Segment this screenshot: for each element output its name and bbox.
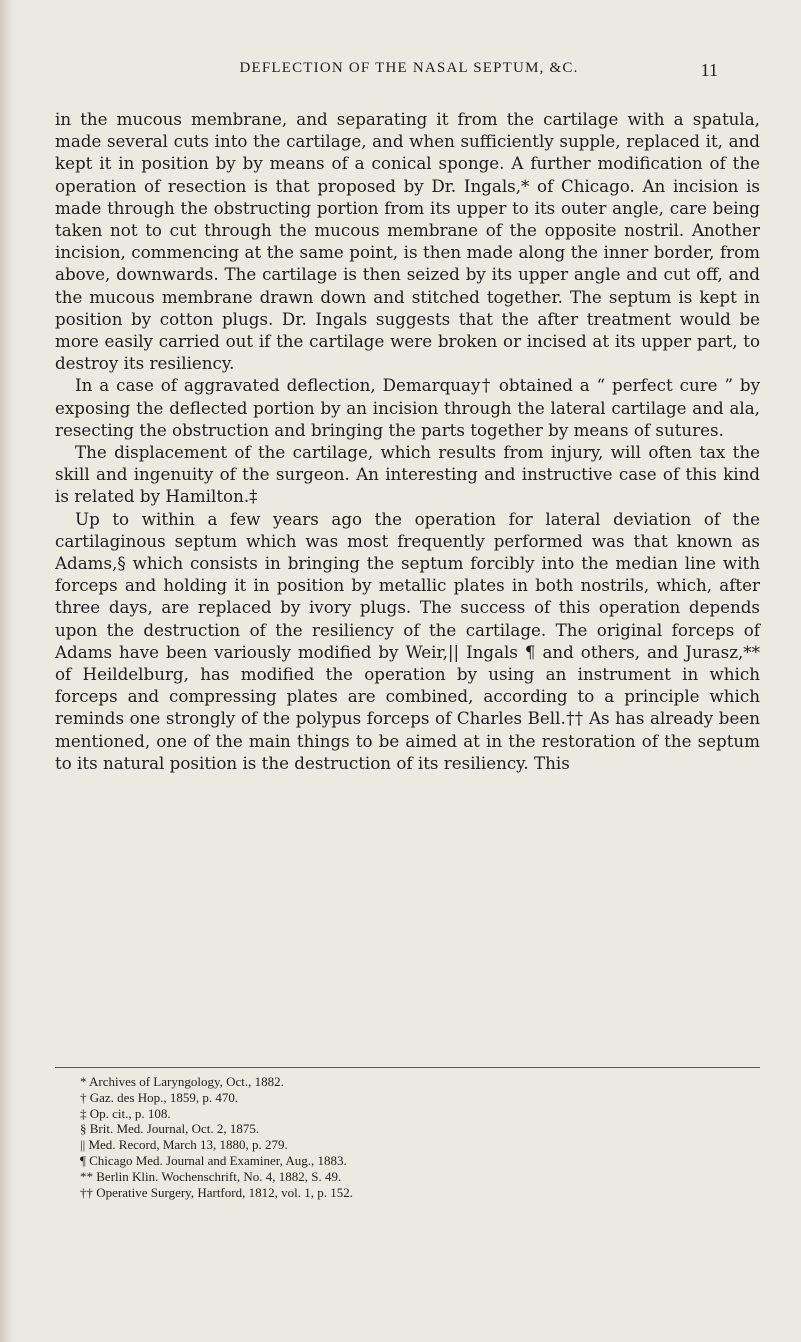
footnote: †† Operative Surgery, Hartford, 1812, vol. 1, p. 152. [80,1184,353,1200]
footnote: ‡ Op. cit., p. 108. [80,1105,171,1121]
footnotes [80,1074,760,1200]
body-text [55,108,760,774]
paragraph: The displacement of the cartilage, which results from injury, will often tax the skill and ingenuity of the surgeon. An interesting and instructive case of this kind is related by Hamilton.‡ [55,442,760,507]
running-title: DEFLECTION OF THE NASAL SEPTUM, &C. [239,60,579,76]
paragraph: in the mucous membrane, and separating it from the cartilage with a spatula, made several cuts into the cartilage, and when sufficiently supple, replaced it, and kept it in position by by means of a conical sponge. A further modification of the operation of resection is that proposed by Dr. Ingals,* of Chicago. An incision is made through the obstructing portion from its upper to its outer angle, care being taken not to cut through the mucous membrane of the opposite nostril. Another incision, commencing at the same point, is then made along the inner border, from above, downwards. The cartilage is then seized by its upper angle and cut off, and the mucous membrane drawn down and stitched together. The septum is kept in position by cotton plugs. Dr. Ingals suggests that the after treatment would be more easily carried out if the cartilage were broken or incised at its upper part, to destroy its resiliency. [55,109,760,374]
footnote: § Brit. Med. Journal, Oct. 2, 1875. [80,1121,260,1137]
paragraph: In a case of aggravated deflection, Demarquay† obtained a “ perfect cure ” by exposing the deflected portion by an incision through the lateral cartilage and ala, resecting the obstruction and bringing the parts together by means of sutures. [55,375,760,440]
footnote: ¶ Chicago Med. Journal and Examiner, Aug., 1883. [80,1152,347,1168]
running-header [100,60,718,86]
footnote-rule [55,1067,760,1068]
page-gutter [0,0,14,1342]
footnote: ** Berlin Klin. Wochenschrift, No. 4, 1882, S. 49. [80,1168,342,1184]
paragraph: Up to within a few years ago the operation for lateral deviation of the cartilaginous septum which was most frequently performed was that known as Adams,§ which consists in bringing the septum forcibly into the median line with forceps and holding it in position by metallic plates in both nostrils, which, after three days, are replaced by ivory plugs. The success of this operation depends upon the destruction of the resiliency of the cartilage. The original forceps of Adams have been variously modified by Weir,|| Ingals ¶ and others, and Jurasz,** of Heildelburg, has modified the operation by using an instrument in which forceps and compressing plates are combined, according to a principle which reminds one strongly of the polypus forceps of Charles Bell.†† As has already been mentioned, one of the main things to be aimed at in the restoration of the septum to its natural position is the destruction of its resiliency. This [55,508,760,773]
page-number: 11 [700,60,718,80]
footnote: † Gaz. des Hop., 1859, p. 470. [80,1089,239,1105]
footnote: * Archives of Laryngology, Oct., 1882. [80,1074,284,1089]
footnote: || Med. Record, March 13, 1880, p. 279. [80,1137,288,1153]
